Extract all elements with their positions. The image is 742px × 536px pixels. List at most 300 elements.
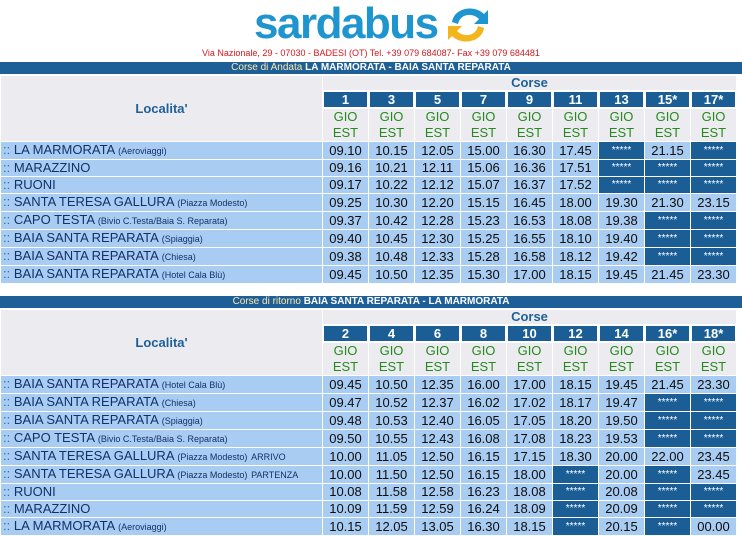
table-row — [1, 160, 736, 176]
departure-time: 17.45 — [553, 142, 598, 159]
departure-time: 10.00 — [323, 448, 368, 465]
run-day-est: EST — [562, 125, 589, 140]
departure-time: 09.16 — [323, 160, 368, 176]
departure-time: 16.08 — [461, 430, 506, 447]
departure-time: 16.05 — [461, 412, 506, 429]
table-row — [1, 394, 736, 411]
departure-time: 21.45 — [645, 266, 690, 283]
stop-detail: (Chiesa) — [161, 398, 196, 408]
departure-time: 17.15 — [507, 448, 552, 465]
stop-name: BAIA SANTA REPARATA — [13, 412, 159, 427]
table-row — [1, 230, 736, 247]
departure-time: 16.15 — [461, 466, 506, 483]
run-days — [507, 109, 552, 141]
stop-name: LA MARMORATA — [13, 518, 115, 533]
departure-time: 12.05 — [369, 518, 414, 535]
departure-time: ***** — [691, 394, 736, 411]
stop-detail: (Bivio C.Testa/Baia S. Reparata) — [97, 216, 228, 226]
row-bullet: :: — [3, 484, 11, 499]
departure-time: 19.47 — [599, 394, 644, 411]
run-number: 14 — [599, 325, 644, 342]
run-day-est: EST — [654, 125, 681, 140]
table-row — [1, 466, 736, 483]
departure-time: ***** — [645, 430, 690, 447]
departure-time: 16.30 — [461, 518, 506, 535]
departure-time: 15.15 — [461, 194, 506, 211]
departure-time: 09.45 — [323, 376, 368, 393]
departure-time: ***** — [645, 412, 690, 429]
departure-time: 21.15 — [645, 142, 690, 159]
stop-name: CAPO TESTA — [13, 212, 95, 227]
stop-suffix: ARRIVO — [251, 452, 286, 462]
departure-time: 21.30 — [645, 194, 690, 211]
departure-time: 23.45 — [691, 466, 736, 483]
table-row — [1, 194, 736, 211]
table-row — [1, 412, 736, 429]
stop-detail: (Chiesa) — [161, 252, 196, 262]
departure-time: 17.51 — [553, 160, 598, 176]
stop-name-cell — [1, 501, 322, 517]
row-bullet: :: — [3, 230, 11, 245]
run-days — [599, 343, 644, 375]
ritorno-header — [0, 296, 742, 308]
departure-time: ***** — [691, 142, 736, 159]
departure-time: 12.05 — [415, 142, 460, 159]
departure-time: 16.53 — [507, 212, 552, 229]
departure-time: 10.52 — [369, 394, 414, 411]
departure-time: 20.00 — [599, 448, 644, 465]
stop-name-cell — [1, 412, 322, 429]
run-number: 4 — [369, 325, 414, 342]
departure-time: 23.15 — [691, 194, 736, 211]
stop-name-cell — [1, 230, 322, 247]
departure-time: 10.09 — [323, 501, 368, 517]
departure-time: 10.45 — [369, 230, 414, 247]
departure-time: 18.00 — [507, 466, 552, 483]
run-days — [645, 109, 690, 141]
departure-time: 15.06 — [461, 160, 506, 176]
row-bullet: :: — [3, 518, 11, 533]
departure-time: 12.35 — [415, 266, 460, 283]
departure-time: ***** — [645, 501, 690, 517]
departure-time: 16.58 — [507, 248, 552, 265]
stop-detail: (Piazza Modesto) — [177, 452, 248, 462]
stop-detail: (Aeroviaggi) — [118, 146, 167, 156]
run-number: 8 — [461, 325, 506, 342]
run-day-est: EST — [516, 359, 543, 374]
run-days — [645, 343, 690, 375]
departure-time: 12.30 — [415, 230, 460, 247]
table-row — [1, 248, 736, 265]
departure-time: 18.15 — [553, 266, 598, 283]
stop-name: MARAZZINO — [13, 501, 91, 516]
stop-name-cell — [1, 212, 322, 229]
departure-time: 16.15 — [461, 448, 506, 465]
stop-name: SANTA TERESA GALLURA — [13, 466, 174, 481]
stop-name-cell — [1, 466, 322, 483]
departure-time: 22.00 — [645, 448, 690, 465]
andata-label: Corse di Andata — [231, 62, 303, 73]
departure-time: 18.08 — [507, 484, 552, 500]
departure-time: 19.53 — [599, 430, 644, 447]
run-number: 12 — [553, 325, 598, 342]
row-bullet: :: — [3, 412, 11, 427]
departure-time: ***** — [691, 430, 736, 447]
departure-time: 09.45 — [323, 266, 368, 283]
departure-time: 10.22 — [369, 177, 414, 193]
departure-time: 18.00 — [553, 194, 598, 211]
row-bullet: :: — [3, 177, 11, 192]
run-day-gio: GIO — [379, 109, 404, 124]
departure-time: 11.59 — [369, 501, 414, 517]
logo-swirl-icon — [444, 2, 492, 48]
departure-time: 17.05 — [507, 412, 552, 429]
run-number: 15* — [645, 91, 690, 108]
run-day-gio: GIO — [609, 109, 634, 124]
stop-name-cell — [1, 430, 322, 447]
run-day-gio: GIO — [655, 109, 680, 124]
departure-time: 23.30 — [691, 266, 736, 283]
run-day-gio: GIO — [517, 109, 542, 124]
departure-time: ***** — [599, 142, 644, 159]
departure-time: ***** — [553, 466, 598, 483]
departure-time: ***** — [691, 230, 736, 247]
run-day-est: EST — [654, 359, 681, 374]
departure-time: 18.20 — [553, 412, 598, 429]
departure-time: ***** — [645, 230, 690, 247]
run-days — [323, 109, 368, 141]
ritorno-route: BAIA SANTA REPARATA - LA MARMORATA — [303, 296, 510, 307]
stop-name-cell — [1, 248, 322, 265]
departure-time: 18.17 — [553, 394, 598, 411]
stop-name: SANTA TERESA GALLURA — [13, 448, 174, 463]
table-row — [1, 518, 736, 535]
departure-time: 13.05 — [415, 518, 460, 535]
row-bullet: :: — [3, 248, 11, 263]
departure-time: 10.30 — [369, 194, 414, 211]
run-day-gio: GIO — [563, 343, 588, 358]
departure-time: 16.55 — [507, 230, 552, 247]
run-day-gio: GIO — [701, 109, 726, 124]
run-number: 9 — [507, 91, 552, 108]
departure-time: 15.30 — [461, 266, 506, 283]
departure-time: 10.00 — [323, 466, 368, 483]
departure-time: 17.00 — [507, 266, 552, 283]
departure-time: ***** — [691, 177, 736, 193]
run-day-est: EST — [424, 359, 451, 374]
table-row — [1, 212, 736, 229]
departure-time: 18.30 — [553, 448, 598, 465]
run-day-gio: GIO — [701, 343, 726, 358]
stop-detail: (Hotel Cala Blù) — [161, 380, 226, 390]
stop-detail: (Hotel Cala Blù) — [161, 270, 226, 280]
logo-text: sardabus — [254, 0, 438, 48]
run-number: 13 — [599, 91, 644, 108]
departure-time: 09.10 — [323, 142, 368, 159]
andata-route: LA MARMORATA - BAIA SANTA REPARATA — [305, 62, 511, 73]
departure-time: ***** — [645, 518, 690, 535]
departure-time: ***** — [645, 160, 690, 176]
departure-time: ***** — [645, 484, 690, 500]
departure-time: 12.28 — [415, 212, 460, 229]
stop-name: BAIA SANTA REPARATA — [13, 248, 159, 263]
departure-time: 10.15 — [369, 142, 414, 159]
departure-time: ***** — [553, 501, 598, 517]
departure-time: 10.08 — [323, 484, 368, 500]
departure-time: 10.15 — [323, 518, 368, 535]
run-day-gio: GIO — [425, 109, 450, 124]
stop-name-cell — [1, 194, 322, 211]
departure-time: 16.36 — [507, 160, 552, 176]
run-day-gio: GIO — [379, 343, 404, 358]
run-days — [507, 343, 552, 375]
departure-time: 18.09 — [507, 501, 552, 517]
departure-time: 20.08 — [599, 484, 644, 500]
run-day-est: EST — [332, 359, 359, 374]
row-bullet: :: — [3, 466, 11, 481]
run-day-est: EST — [424, 125, 451, 140]
stop-detail: (Bivio C.Testa/Baia S. Reparata) — [97, 434, 228, 444]
departure-time: 10.21 — [369, 160, 414, 176]
row-bullet: :: — [3, 266, 11, 281]
departure-time: 09.37 — [323, 212, 368, 229]
run-number: 7 — [461, 91, 506, 108]
run-days — [691, 343, 736, 375]
sardabus-logo — [250, 2, 500, 48]
departure-time: 12.40 — [415, 412, 460, 429]
departure-time: 19.45 — [599, 376, 644, 393]
departure-time: ***** — [553, 484, 598, 500]
run-day-est: EST — [700, 125, 727, 140]
stop-name: BAIA SANTA REPARATA — [13, 394, 159, 409]
table-row — [1, 142, 736, 159]
departure-time: ***** — [691, 412, 736, 429]
departure-time: ***** — [553, 518, 598, 535]
stop-name: BAIA SANTA REPARATA — [13, 376, 159, 391]
run-day-gio: GIO — [333, 109, 358, 124]
departure-time: 16.45 — [507, 194, 552, 211]
departure-time: 09.48 — [323, 412, 368, 429]
departure-time: 09.38 — [323, 248, 368, 265]
row-bullet: :: — [3, 376, 11, 391]
stop-name: LA MARMORATA — [13, 142, 115, 157]
stop-detail: (Spiaggia) — [161, 234, 203, 244]
header-row — [1, 310, 736, 324]
departure-time: 12.58 — [415, 484, 460, 500]
table-row — [1, 448, 736, 465]
departure-time: 15.23 — [461, 212, 506, 229]
run-days — [369, 343, 414, 375]
departure-time: 10.55 — [369, 430, 414, 447]
departure-time: 10.50 — [369, 376, 414, 393]
departure-time: 18.08 — [553, 212, 598, 229]
stop-name: BAIA SANTA REPARATA — [13, 266, 159, 281]
run-day-gio: GIO — [333, 343, 358, 358]
stop-detail: (Piazza Modesto) — [177, 470, 248, 480]
departure-time: 09.17 — [323, 177, 368, 193]
ritorno-label: Corse di ritorno — [232, 296, 301, 307]
run-days — [415, 109, 460, 141]
run-days — [461, 343, 506, 375]
row-bullet: :: — [3, 501, 11, 516]
table-row — [1, 430, 736, 447]
stop-name-cell — [1, 266, 322, 283]
stop-name-cell — [1, 448, 322, 465]
departure-time: 18.23 — [553, 430, 598, 447]
run-days — [553, 343, 598, 375]
departure-time: 19.30 — [599, 194, 644, 211]
company-address: Via Nazionale, 29 - 07030 - BADESI (OT) Tel. +39 079 684087- Fax +39 079 684481 — [202, 48, 540, 58]
run-day-est: EST — [700, 359, 727, 374]
stop-name: CAPO TESTA — [13, 430, 95, 445]
departure-time: 18.10 — [553, 230, 598, 247]
departure-time: 10.42 — [369, 212, 414, 229]
departure-time: ***** — [691, 248, 736, 265]
departure-time: 20.00 — [599, 466, 644, 483]
run-day-est: EST — [332, 125, 359, 140]
header-row — [1, 76, 736, 90]
stop-name-cell — [1, 484, 322, 500]
departure-time: 00.00 — [691, 518, 736, 535]
stop-name-cell — [1, 160, 322, 176]
stop-name-cell — [1, 177, 322, 193]
run-day-gio: GIO — [425, 343, 450, 358]
ritorno-timetable — [0, 309, 737, 536]
row-bullet: :: — [3, 212, 11, 227]
run-number: 1 — [323, 91, 368, 108]
run-days — [461, 109, 506, 141]
departure-time: 19.40 — [599, 230, 644, 247]
departure-time: 17.52 — [553, 177, 598, 193]
stop-detail: (Spiaggia) — [161, 416, 203, 426]
table-row — [1, 484, 736, 500]
stop-name: MARAZZINO — [13, 160, 91, 175]
stop-name-cell — [1, 394, 322, 411]
run-day-est: EST — [470, 125, 497, 140]
departure-time: ***** — [691, 501, 736, 517]
departure-time: 12.12 — [415, 177, 460, 193]
stop-name-cell — [1, 518, 322, 535]
run-day-gio: GIO — [471, 109, 496, 124]
stop-name: RUONI — [13, 177, 56, 192]
departure-time: 09.40 — [323, 230, 368, 247]
row-bullet: :: — [3, 160, 11, 175]
run-number: 2 — [323, 325, 368, 342]
stop-name-cell — [1, 376, 322, 393]
run-number: 17* — [691, 91, 736, 108]
stop-name-cell — [1, 142, 322, 159]
departure-time: 23.45 — [691, 448, 736, 465]
departure-time: 12.20 — [415, 194, 460, 211]
localita-header: Localita' — [1, 76, 322, 141]
departure-time: ***** — [645, 212, 690, 229]
departure-time: 21.45 — [645, 376, 690, 393]
departure-time: ***** — [691, 212, 736, 229]
table-row — [1, 177, 736, 193]
departure-time: 12.37 — [415, 394, 460, 411]
corse-header: Corse — [323, 76, 736, 90]
table-row — [1, 266, 736, 283]
departure-time: 09.50 — [323, 430, 368, 447]
departure-time: ***** — [599, 160, 644, 176]
run-day-est: EST — [378, 125, 405, 140]
andata-timetable — [0, 75, 737, 284]
corse-header: Corse — [323, 310, 736, 324]
run-day-gio: GIO — [471, 343, 496, 358]
departure-time: 12.33 — [415, 248, 460, 265]
departure-time: 16.37 — [507, 177, 552, 193]
departure-time: 19.50 — [599, 412, 644, 429]
departure-time: 11.05 — [369, 448, 414, 465]
departure-time: ***** — [599, 177, 644, 193]
departure-time: ***** — [645, 248, 690, 265]
departure-time: 19.45 — [599, 266, 644, 283]
stop-name: BAIA SANTA REPARATA — [13, 230, 159, 245]
run-days — [323, 343, 368, 375]
departure-time: 19.42 — [599, 248, 644, 265]
departure-time: 18.12 — [553, 248, 598, 265]
departure-time: 10.53 — [369, 412, 414, 429]
departure-time: 20.15 — [599, 518, 644, 535]
andata-header — [0, 62, 742, 74]
row-bullet: :: — [3, 194, 11, 209]
departure-time: 15.00 — [461, 142, 506, 159]
departure-time: 16.02 — [461, 394, 506, 411]
run-days — [691, 109, 736, 141]
departure-time: 16.24 — [461, 501, 506, 517]
row-bullet: :: — [3, 430, 11, 445]
localita-header: Localita' — [1, 310, 322, 375]
departure-time: 09.25 — [323, 194, 368, 211]
run-number: 16* — [645, 325, 690, 342]
table-row — [1, 501, 736, 517]
departure-time: 15.25 — [461, 230, 506, 247]
departure-time: 16.30 — [507, 142, 552, 159]
run-days — [369, 109, 414, 141]
departure-time: 17.00 — [507, 376, 552, 393]
stop-suffix: PARTENZA — [251, 470, 299, 480]
stop-detail: (Piazza Modesto) — [177, 198, 248, 208]
run-day-gio: GIO — [609, 343, 634, 358]
run-day-gio: GIO — [517, 343, 542, 358]
departure-time: 12.50 — [415, 466, 460, 483]
departure-time: ***** — [645, 466, 690, 483]
departure-time: 17.02 — [507, 394, 552, 411]
run-number: 3 — [369, 91, 414, 108]
run-day-gio: GIO — [655, 343, 680, 358]
run-day-est: EST — [562, 359, 589, 374]
departure-time: 09.47 — [323, 394, 368, 411]
departure-time: 12.59 — [415, 501, 460, 517]
departure-time: 12.43 — [415, 430, 460, 447]
run-number: 5 — [415, 91, 460, 108]
run-day-est: EST — [470, 359, 497, 374]
departure-time: 15.07 — [461, 177, 506, 193]
departure-time: 10.50 — [369, 266, 414, 283]
stop-detail: (Aeroviaggi) — [118, 522, 167, 532]
run-day-est: EST — [378, 359, 405, 374]
row-bullet: :: — [3, 394, 11, 409]
departure-time: 11.58 — [369, 484, 414, 500]
row-bullet: :: — [3, 142, 11, 157]
table-row — [1, 376, 736, 393]
run-days — [415, 343, 460, 375]
departure-time: 19.38 — [599, 212, 644, 229]
departure-time: 12.11 — [415, 160, 460, 176]
run-number: 11 — [553, 91, 598, 108]
departure-time: 15.28 — [461, 248, 506, 265]
departure-time: 23.30 — [691, 376, 736, 393]
